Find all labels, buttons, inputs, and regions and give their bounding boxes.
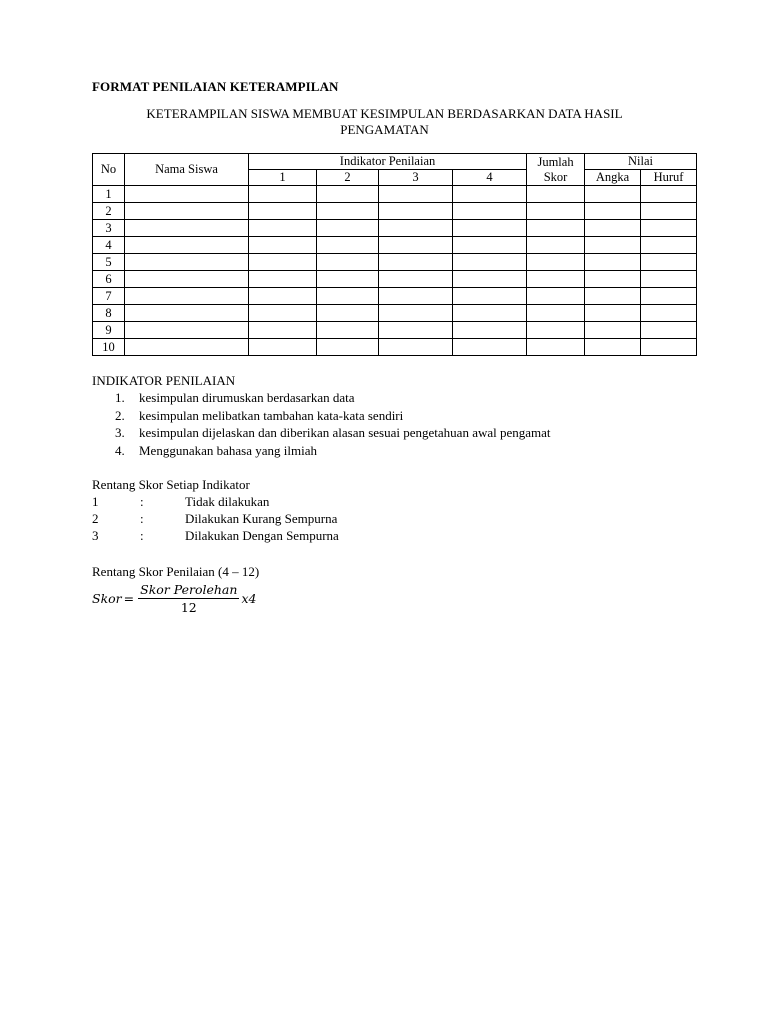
rentang-separator: : — [140, 511, 144, 526]
cell-indikator-3[interactable] — [379, 203, 453, 220]
score-formula — [92, 580, 256, 616]
cell-huruf[interactable] — [641, 288, 697, 305]
cell-indikator-3[interactable] — [379, 339, 453, 356]
cell-indikator-1[interactable] — [249, 186, 317, 203]
header-skor-label: Skor — [543, 169, 568, 184]
cell-huruf[interactable] — [641, 237, 697, 254]
table-row — [93, 237, 697, 254]
subtitle-line-1: KETERAMPILAN SISWA MEMBUAT KESIMPULAN BERDASARKAN DATA HASIL — [146, 106, 623, 121]
list-item-text: kesimpulan dirumuskan berdasarkan data — [139, 390, 355, 405]
cell-angka[interactable] — [585, 305, 641, 322]
formula-denominator: 12 — [180, 599, 197, 615]
rentang-indikator-heading: Rentang Skor Setiap Indikator — [92, 477, 250, 492]
cell-huruf[interactable] — [641, 203, 697, 220]
cell-jumlah[interactable] — [527, 305, 585, 322]
cell-angka[interactable] — [585, 339, 641, 356]
rentang-separator: : — [140, 494, 144, 509]
header-indikator-4: 4 — [453, 170, 527, 186]
cell-indikator-1[interactable] — [249, 322, 317, 339]
cell-indikator-1[interactable] — [249, 237, 317, 254]
cell-indikator-2[interactable] — [317, 271, 379, 288]
cell-indikator-1[interactable] — [249, 203, 317, 220]
cell-angka[interactable] — [585, 288, 641, 305]
list-item-text: Menggunakan bahasa yang ilmiah — [139, 442, 317, 458]
cell-indikator-3[interactable] — [379, 237, 453, 254]
rentang-score: 3 — [92, 528, 99, 543]
list-item-number: 1. — [115, 390, 125, 405]
cell-huruf[interactable] — [641, 322, 697, 339]
cell-nama[interactable] — [125, 305, 249, 322]
cell-indikator-4[interactable] — [453, 203, 527, 220]
cell-jumlah[interactable] — [527, 254, 585, 271]
table-row — [93, 339, 697, 356]
indikator-heading: INDIKATOR PENILAIAN — [92, 373, 236, 388]
cell-indikator-4[interactable] — [453, 288, 527, 305]
cell-indikator-1[interactable] — [249, 254, 317, 271]
cell-angka[interactable] — [585, 271, 641, 288]
assessment-table — [92, 153, 697, 356]
cell-indikator-2[interactable] — [317, 237, 379, 254]
rentang-row — [92, 510, 337, 527]
row-number: 7 — [93, 288, 125, 305]
list-item — [115, 442, 551, 460]
cell-indikator-3[interactable] — [379, 254, 453, 271]
header-indikator-2: 2 — [317, 170, 379, 186]
cell-nama[interactable] — [125, 220, 249, 237]
row-number: 3 — [93, 220, 125, 237]
cell-jumlah[interactable] — [527, 186, 585, 203]
cell-indikator-3[interactable] — [379, 271, 453, 288]
rentang-score: 1 — [92, 494, 99, 509]
cell-indikator-3[interactable] — [379, 322, 453, 339]
cell-indikator-2[interactable] — [317, 322, 379, 339]
cell-indikator-1[interactable] — [249, 339, 317, 356]
row-number: 9 — [93, 322, 125, 339]
cell-indikator-2[interactable] — [317, 186, 379, 203]
list-item — [115, 389, 551, 407]
cell-angka[interactable] — [585, 254, 641, 271]
cell-nama[interactable] — [125, 186, 249, 203]
rentang-row — [92, 527, 339, 544]
cell-angka[interactable] — [585, 237, 641, 254]
cell-jumlah[interactable] — [527, 237, 585, 254]
cell-indikator-2[interactable] — [317, 288, 379, 305]
cell-jumlah[interactable] — [527, 322, 585, 339]
table-row — [93, 288, 697, 305]
document-subtitle — [92, 106, 677, 138]
cell-indikator-4[interactable] — [453, 271, 527, 288]
list-item — [115, 424, 551, 442]
list-item-number: 2. — [115, 407, 125, 423]
cell-indikator-1[interactable] — [249, 220, 317, 237]
cell-indikator-4[interactable] — [453, 237, 527, 254]
cell-indikator-2[interactable] — [317, 305, 379, 322]
cell-indikator-4[interactable] — [453, 339, 527, 356]
cell-angka[interactable] — [585, 203, 641, 220]
cell-nama[interactable] — [125, 339, 249, 356]
indikator-list — [115, 389, 551, 459]
header-indikator-3: 3 — [379, 170, 453, 186]
formula-multiplier: x4 — [241, 590, 257, 606]
row-number: 4 — [93, 237, 125, 254]
list-item-text: kesimpulan dijelaskan dan diberikan alasan sesuai pengetahuan awal pengamat — [139, 425, 551, 440]
header-indikator-1: 1 — [249, 170, 317, 186]
formula-equals: = — [123, 590, 135, 606]
rentang-score: 2 — [92, 511, 99, 526]
table-row — [93, 305, 697, 322]
table-row — [93, 322, 697, 339]
cell-jumlah[interactable] — [527, 220, 585, 237]
header-nama-siswa: Nama Siswa — [125, 154, 249, 186]
cell-nama[interactable] — [125, 237, 249, 254]
header-indikator-penilaian: Indikator Penilaian — [249, 154, 527, 170]
cell-jumlah[interactable] — [527, 339, 585, 356]
row-number: 10 — [93, 339, 125, 356]
row-number: 5 — [93, 254, 125, 271]
header-angka: Angka — [585, 170, 641, 186]
table-row — [93, 203, 697, 220]
rentang-description: Tidak dilakukan — [185, 494, 270, 509]
cell-huruf[interactable] — [641, 186, 697, 203]
cell-jumlah[interactable] — [527, 288, 585, 305]
list-item — [115, 407, 551, 425]
rentang-description: Dilakukan Dengan Sempurna — [185, 528, 339, 543]
rentang-separator: : — [140, 528, 144, 543]
rentang-description: Dilakukan Kurang Sempurna — [185, 511, 338, 526]
cell-indikator-2[interactable] — [317, 203, 379, 220]
row-number: 6 — [93, 271, 125, 288]
cell-indikator-3[interactable] — [379, 186, 453, 203]
cell-angka[interactable] — [585, 220, 641, 237]
cell-indikator-4[interactable] — [453, 220, 527, 237]
cell-indikator-4[interactable] — [453, 322, 527, 339]
cell-huruf[interactable] — [641, 254, 697, 271]
cell-indikator-1[interactable] — [249, 305, 317, 322]
formula-numerator: Skor Perolehan — [140, 581, 238, 597]
cell-jumlah[interactable] — [527, 203, 585, 220]
rentang-penilaian-heading: Rentang Skor Penilaian (4 – 12) — [92, 564, 260, 579]
cell-huruf[interactable] — [641, 220, 697, 237]
formula-lhs: Skor — [92, 590, 122, 606]
header-huruf: Huruf — [641, 170, 697, 186]
cell-indikator-3[interactable] — [379, 288, 453, 305]
table-row — [93, 220, 697, 237]
cell-indikator-1[interactable] — [249, 271, 317, 288]
cell-indikator-2[interactable] — [317, 339, 379, 356]
document-title: FORMAT PENILAIAN KETERAMPILAN — [92, 79, 339, 94]
formula-fraction — [138, 582, 239, 615]
cell-indikator-4[interactable] — [453, 305, 527, 322]
table-row — [93, 186, 697, 203]
cell-indikator-2[interactable] — [317, 220, 379, 237]
header-jumlah-label: Jumlah — [537, 154, 574, 169]
row-number: 8 — [93, 305, 125, 322]
cell-indikator-4[interactable] — [453, 186, 527, 203]
table-row — [93, 254, 697, 271]
header-no: No — [93, 154, 125, 186]
cell-indikator-2[interactable] — [317, 254, 379, 271]
cell-nama[interactable] — [125, 271, 249, 288]
cell-indikator-3[interactable] — [379, 220, 453, 237]
cell-huruf[interactable] — [641, 305, 697, 322]
cell-indikator-3[interactable] — [379, 305, 453, 322]
cell-nama[interactable] — [125, 322, 249, 339]
cell-angka[interactable] — [585, 186, 641, 203]
cell-angka[interactable] — [585, 322, 641, 339]
row-number: 1 — [93, 186, 125, 203]
list-item-text: kesimpulan melibatkan tambahan kata-kata sendiri — [139, 407, 404, 423]
header-jumlah-skor — [527, 154, 585, 186]
cell-huruf[interactable] — [641, 339, 697, 356]
cell-nama[interactable] — [125, 203, 249, 220]
list-item-number: 4. — [115, 442, 125, 458]
cell-nama[interactable] — [125, 254, 249, 271]
header-nilai: Nilai — [585, 154, 697, 170]
cell-indikator-1[interactable] — [249, 288, 317, 305]
subtitle-line-2: PENGAMATAN — [340, 122, 429, 137]
cell-huruf[interactable] — [641, 271, 697, 288]
table-row — [93, 271, 697, 288]
cell-nama[interactable] — [125, 288, 249, 305]
cell-jumlah[interactable] — [527, 271, 585, 288]
list-item-number: 3. — [115, 425, 125, 440]
rentang-row — [92, 493, 269, 510]
cell-indikator-4[interactable] — [453, 254, 527, 271]
row-number: 2 — [93, 203, 125, 220]
